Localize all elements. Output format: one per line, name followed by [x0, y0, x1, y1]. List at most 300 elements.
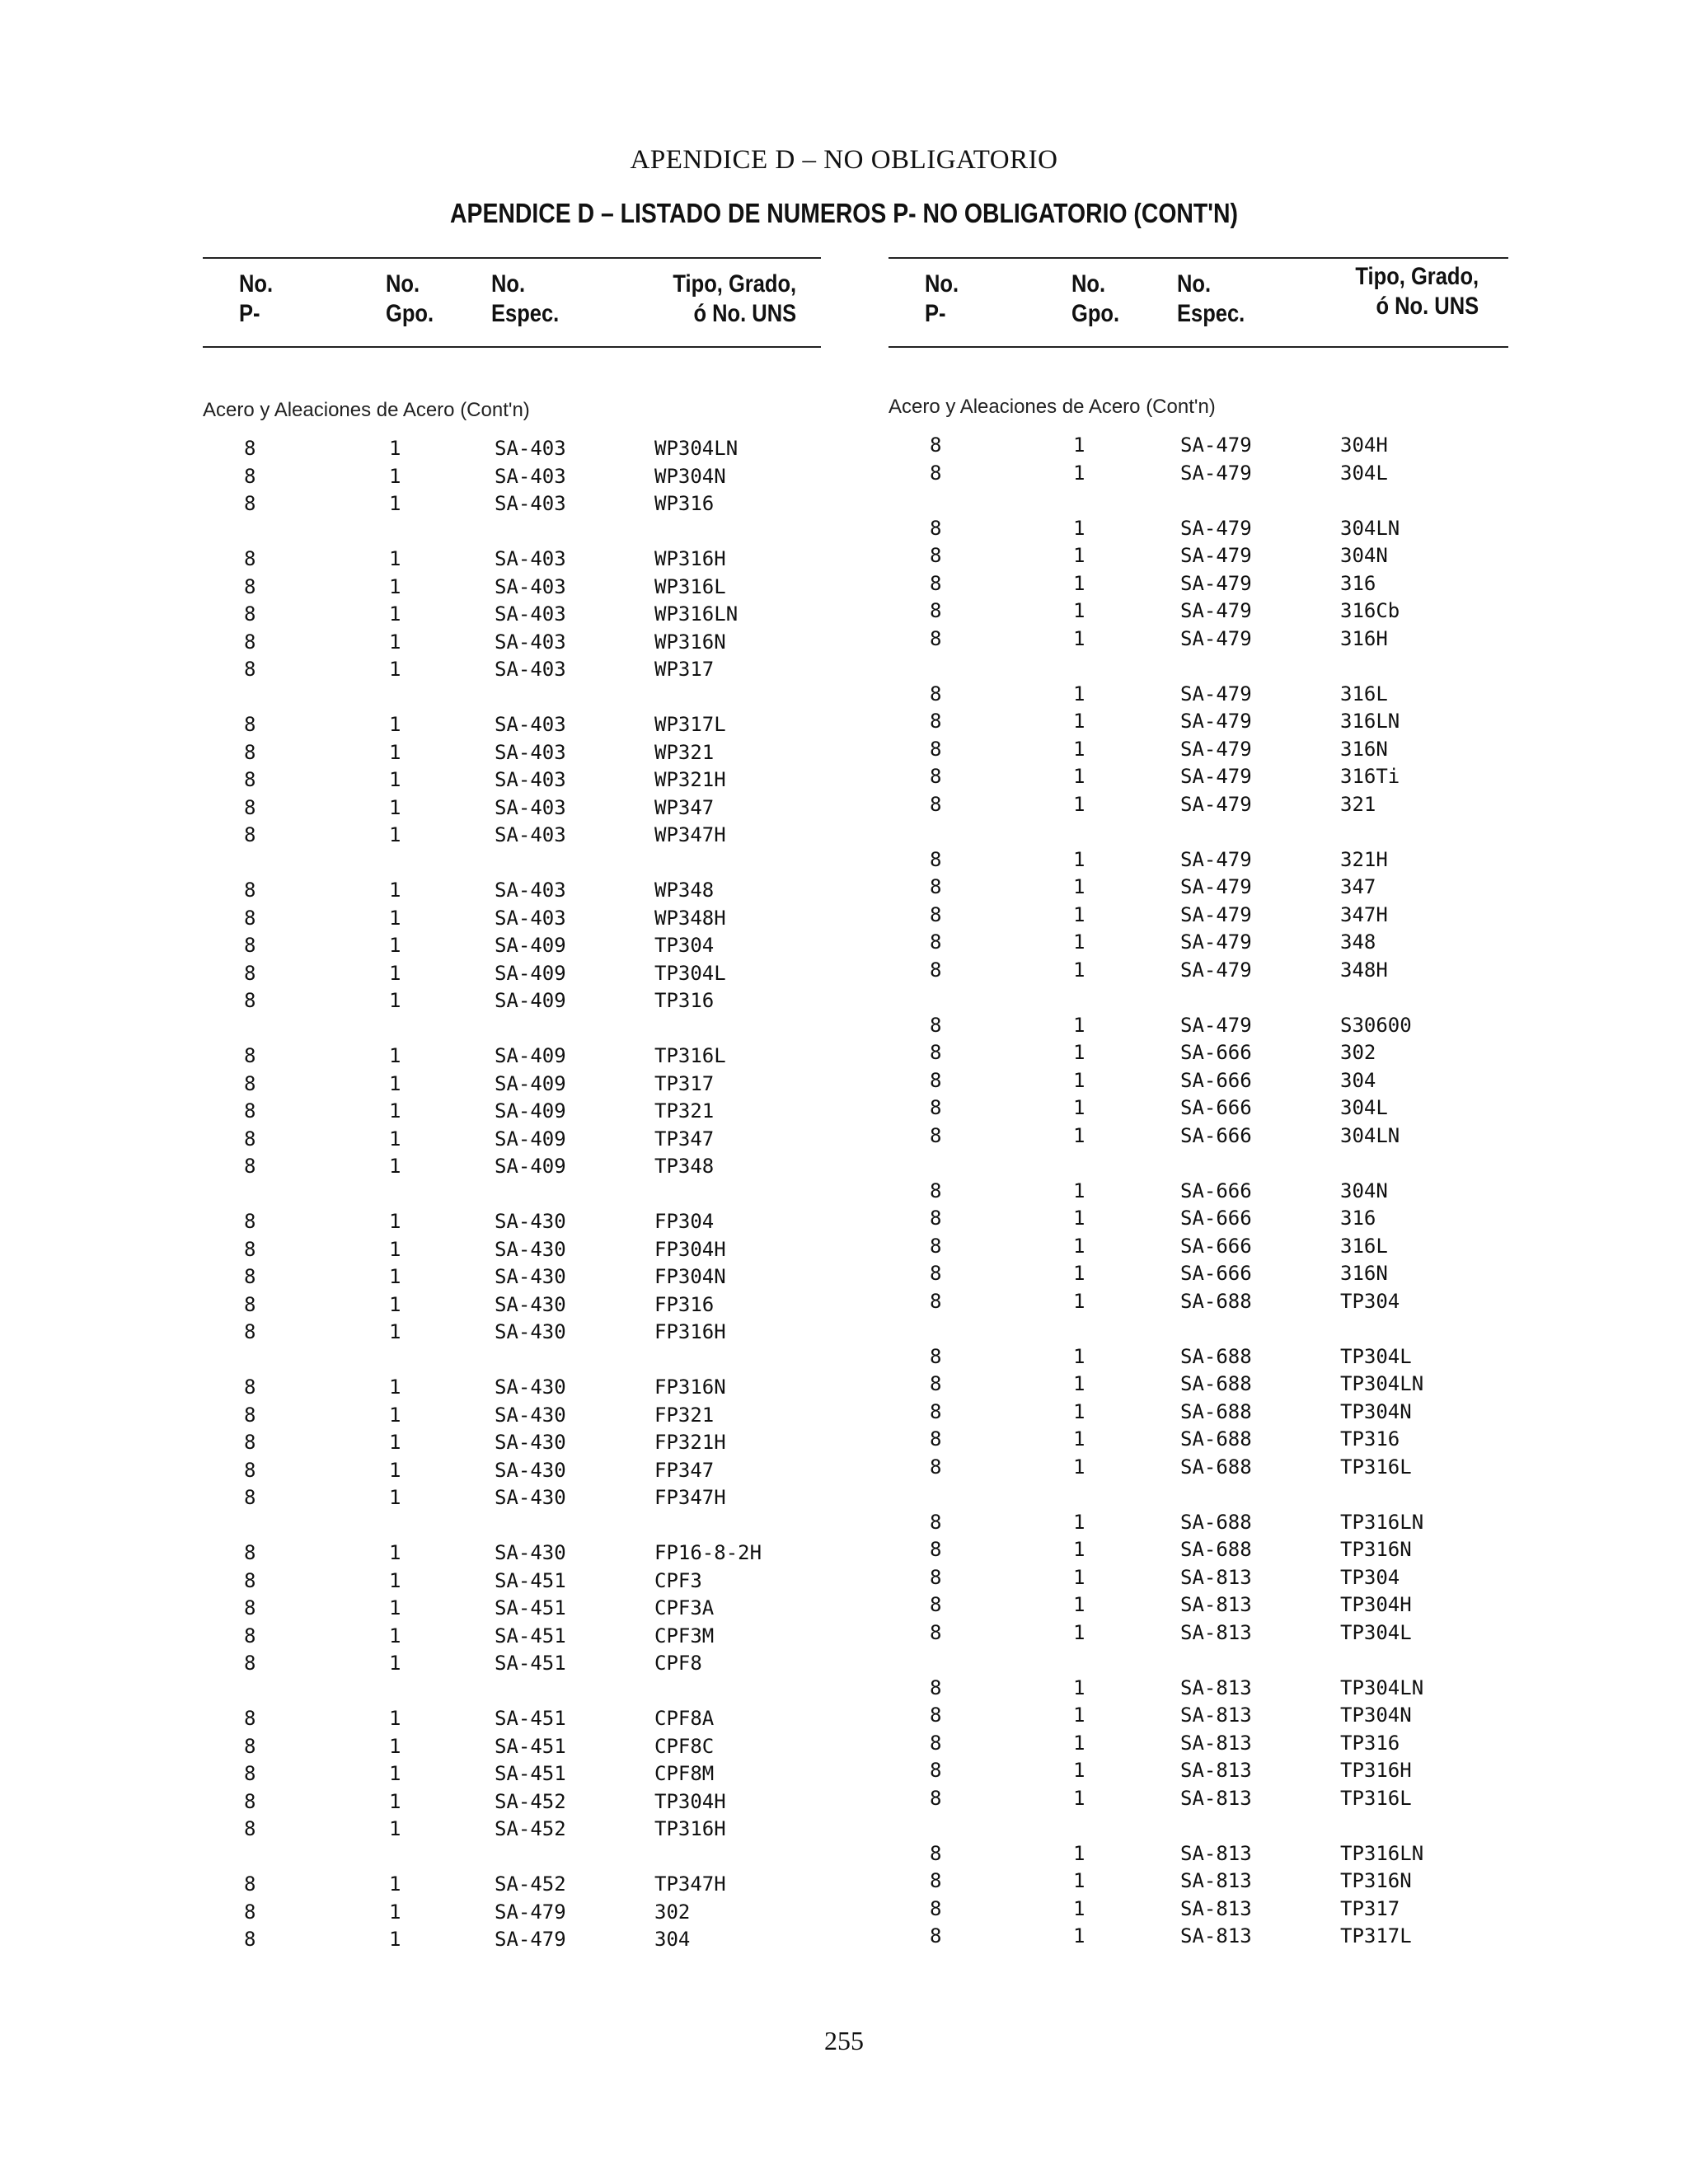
spec-number-cell: SA-430 — [495, 1458, 566, 1482]
group-number-cell: 1 — [389, 768, 401, 791]
group-number-cell: 1 — [389, 713, 401, 736]
table-row — [889, 1039, 1508, 1067]
spec-number-cell: SA-813 — [1180, 1786, 1252, 1810]
group-number-cell: 1 — [1073, 1399, 1085, 1423]
spec-number-cell: SA-409 — [495, 1099, 566, 1122]
page-header: APENDICE D – NO OBLIGATORIO — [630, 145, 1058, 175]
spec-number-cell: SA-403 — [495, 768, 566, 791]
group-number-cell: 1 — [1073, 682, 1085, 705]
spec-number-cell: SA-452 — [495, 1789, 566, 1813]
p-number-cell: 8 — [930, 1538, 942, 1561]
spec-number-cell: SA-666 — [1180, 1123, 1252, 1147]
group-number-cell: 1 — [389, 1458, 401, 1482]
table-header — [889, 257, 1508, 348]
table-row — [889, 1260, 1508, 1288]
p-number-cell: 8 — [244, 1292, 256, 1316]
table-row — [889, 929, 1508, 957]
p-number-cell: 8 — [930, 1704, 942, 1727]
p-number-cell: 8 — [930, 1344, 942, 1368]
spec-number-cell: SA-479 — [1180, 875, 1252, 898]
type-grade-cell: S30600 — [1340, 1013, 1412, 1037]
spec-number-cell: SA-403 — [495, 658, 566, 681]
group-number-cell: 1 — [1073, 1759, 1085, 1782]
table-row — [889, 791, 1508, 819]
group-number-cell: 1 — [1073, 1372, 1085, 1395]
type-grade-cell: FP347H — [654, 1486, 726, 1509]
p-number-cell: 8 — [930, 1510, 942, 1534]
spec-number-cell: SA-813 — [1180, 1869, 1252, 1892]
p-number-cell: 8 — [244, 989, 256, 1012]
p-number-cell: 8 — [244, 602, 256, 626]
p-number-cell: 8 — [930, 1427, 942, 1451]
table-row — [889, 1730, 1508, 1758]
group-number-cell: 1 — [389, 1789, 401, 1813]
group-number-cell: 1 — [389, 1900, 401, 1924]
table-row — [889, 432, 1508, 460]
spec-number-cell: SA-430 — [495, 1320, 566, 1343]
type-grade-cell: FP304 — [654, 1210, 715, 1233]
type-grade-cell: 321H — [1340, 847, 1388, 871]
type-grade-cell: TP316L — [654, 1044, 726, 1067]
p-number-cell: 8 — [930, 1013, 942, 1037]
table-row — [203, 1208, 821, 1236]
group-number-cell: 1 — [389, 1568, 401, 1592]
table-row — [203, 574, 821, 602]
p-number-cell: 8 — [244, 574, 256, 598]
p-number-cell: 8 — [930, 1399, 942, 1423]
spec-number-cell: SA-688 — [1180, 1289, 1252, 1313]
p-number-cell: 8 — [244, 547, 256, 570]
group-number-cell: 1 — [1073, 1869, 1085, 1892]
spec-number-cell: SA-430 — [495, 1292, 566, 1316]
table-row — [889, 1675, 1508, 1703]
p-number-cell: 8 — [930, 599, 942, 622]
type-grade-cell: 316N — [1340, 1262, 1388, 1285]
p-number-cell: 8 — [244, 1872, 256, 1896]
p-number-cell: 8 — [930, 682, 942, 705]
spec-number-cell: SA-452 — [495, 1872, 566, 1896]
type-grade-cell: TP304N — [1340, 1704, 1412, 1727]
table-row — [203, 1650, 821, 1678]
group-number-cell: 1 — [1073, 571, 1085, 595]
p-number-cell: 8 — [244, 1596, 256, 1619]
group-number-cell: 1 — [389, 1596, 401, 1619]
table-row — [203, 1788, 821, 1816]
p-number-cell: 8 — [930, 1123, 942, 1147]
p-number-cell: 8 — [244, 1320, 256, 1343]
group-number-cell: 1 — [389, 1044, 401, 1067]
p-number-cell: 8 — [930, 1041, 942, 1064]
table-body — [203, 435, 821, 1954]
type-grade-cell: TP316L — [1340, 1786, 1412, 1810]
p-number-cell: 8 — [244, 1431, 256, 1454]
group-number-cell: 1 — [389, 1403, 401, 1427]
p-number-cell: 8 — [930, 544, 942, 567]
p-number-cell: 8 — [244, 1237, 256, 1261]
p-number-cell: 8 — [930, 765, 942, 788]
spec-number-cell: SA-409 — [495, 1127, 566, 1151]
type-grade-cell: TP304H — [1340, 1593, 1412, 1616]
spec-number-cell: SA-813 — [1180, 1620, 1252, 1644]
p-number-cell: 8 — [930, 571, 942, 595]
table-row — [203, 601, 821, 629]
table-row — [889, 1122, 1508, 1151]
table-row — [889, 1067, 1508, 1095]
group-number-cell: 1 — [1073, 875, 1085, 898]
table-row — [203, 629, 821, 657]
type-grade-cell: FP347 — [654, 1458, 715, 1482]
type-grade-cell: 304LN — [1340, 516, 1400, 540]
type-grade-cell: 316L — [1340, 682, 1388, 705]
group-number-cell: 1 — [1073, 626, 1085, 650]
type-grade-cell: TP304H — [654, 1789, 726, 1813]
spec-number-cell: SA-409 — [495, 961, 566, 985]
table-row — [203, 1153, 821, 1181]
group-number-cell: 1 — [1073, 1344, 1085, 1368]
type-grade-cell: TP304 — [1340, 1289, 1400, 1313]
p-number-cell: 8 — [244, 1762, 256, 1785]
spec-number-cell: SA-409 — [495, 1044, 566, 1067]
group-number-cell: 1 — [389, 1652, 401, 1675]
table-row — [889, 1399, 1508, 1427]
page-title: APENDICE D – LISTADO DE NUMEROS P- NO OBLIGATORIO (CONT'N) — [450, 198, 1238, 228]
group-number-cell: 1 — [389, 547, 401, 570]
table-row — [889, 1840, 1508, 1868]
type-grade-cell: 304L — [1340, 1096, 1388, 1119]
type-grade-cell: CPF8 — [654, 1652, 702, 1675]
type-grade-cell: 321 — [1340, 792, 1376, 816]
p-number-cell: 8 — [930, 958, 942, 982]
table-row — [203, 1760, 821, 1788]
spec-number-cell: SA-430 — [495, 1541, 566, 1564]
spec-number-cell: SA-409 — [495, 934, 566, 957]
spec-number-cell: SA-813 — [1180, 1841, 1252, 1865]
spec-number-cell: SA-403 — [495, 630, 566, 654]
spec-number-cell: SA-479 — [1180, 682, 1252, 705]
type-grade-cell: WP347H — [654, 823, 726, 846]
type-grade-cell: 304 — [1340, 1068, 1376, 1092]
spec-number-cell: SA-430 — [495, 1431, 566, 1454]
table-row — [889, 1012, 1508, 1040]
p-number-cell: 8 — [244, 1403, 256, 1427]
right-table — [889, 257, 1508, 1951]
p-number-cell: 8 — [244, 795, 256, 819]
p-number-cell: 8 — [244, 1541, 256, 1564]
p-number-cell: 8 — [930, 1841, 942, 1865]
group-number-cell: 1 — [1073, 516, 1085, 540]
spec-number-cell: SA-813 — [1180, 1565, 1252, 1589]
spec-number-cell: SA-430 — [495, 1486, 566, 1509]
spec-number-cell: SA-430 — [495, 1403, 566, 1427]
spec-number-cell: SA-666 — [1180, 1262, 1252, 1285]
group-number-cell: 1 — [1073, 1207, 1085, 1230]
p-number-cell: 8 — [930, 1786, 942, 1810]
spec-number-cell: SA-666 — [1180, 1234, 1252, 1258]
spec-number-cell: SA-479 — [1180, 792, 1252, 816]
table-row — [889, 570, 1508, 598]
type-grade-cell: TP316 — [1340, 1731, 1400, 1755]
spec-number-cell: SA-479 — [1180, 544, 1252, 567]
group-number-cell: 1 — [1073, 737, 1085, 761]
table-row — [889, 1426, 1508, 1454]
p-number-cell: 8 — [930, 1207, 942, 1230]
spec-number-cell: SA-409 — [495, 989, 566, 1012]
spec-number-cell: SA-451 — [495, 1568, 566, 1592]
type-grade-cell: FP321H — [654, 1431, 726, 1454]
p-number-cell: 8 — [930, 1455, 942, 1479]
table-row — [203, 960, 821, 988]
spec-number-cell: SA-451 — [495, 1734, 566, 1758]
p-number-cell: 8 — [930, 1565, 942, 1589]
spec-number-cell: SA-813 — [1180, 1704, 1252, 1727]
p-number-cell: 8 — [244, 1127, 256, 1151]
group-number-cell: 1 — [389, 574, 401, 598]
spec-number-cell: SA-479 — [1180, 930, 1252, 954]
p-number-cell: 8 — [244, 1210, 256, 1233]
type-grade-cell: TP316LN — [1340, 1510, 1424, 1534]
spec-number-cell: SA-403 — [495, 823, 566, 846]
spec-number-cell: SA-451 — [495, 1707, 566, 1730]
table-row — [203, 1098, 821, 1126]
table-row — [889, 763, 1508, 791]
p-number-cell: 8 — [930, 1924, 942, 1947]
table-row — [203, 1319, 821, 1347]
col-header-spec-no: No. Espec. — [491, 270, 560, 327]
table-row — [889, 1923, 1508, 1951]
p-number-cell: 8 — [244, 1900, 256, 1924]
spec-number-cell: SA-403 — [495, 879, 566, 902]
left-table — [203, 257, 821, 1954]
col-header-spec-no: No. Espec. — [1177, 270, 1245, 327]
table-row — [203, 1374, 821, 1402]
group-number-cell: 1 — [389, 1265, 401, 1288]
spec-number-cell: SA-403 — [495, 464, 566, 488]
p-number-cell: 8 — [930, 1096, 942, 1119]
p-number-cell: 8 — [244, 740, 256, 764]
col-header-p-no: No. P- — [239, 270, 274, 327]
spec-number-cell: SA-430 — [495, 1237, 566, 1261]
spec-number-cell: SA-813 — [1180, 1896, 1252, 1920]
spec-number-cell: SA-688 — [1180, 1510, 1252, 1534]
type-grade-cell: CPF8M — [654, 1762, 715, 1785]
table-row — [203, 1429, 821, 1457]
type-grade-cell: WP321 — [654, 740, 715, 764]
table-row — [203, 822, 821, 850]
group-number-cell: 1 — [1073, 1593, 1085, 1616]
p-number-cell: 8 — [244, 630, 256, 654]
type-grade-cell: WP317L — [654, 713, 726, 736]
group-number-cell: 1 — [389, 879, 401, 902]
table-row — [889, 681, 1508, 709]
col-header-gpo-no: No. Gpo. — [386, 270, 434, 327]
table-row — [203, 1236, 821, 1264]
table-header — [203, 257, 821, 348]
group-number-cell: 1 — [1073, 1731, 1085, 1755]
group-number-cell: 1 — [389, 1707, 401, 1730]
p-number-cell: 8 — [244, 1652, 256, 1675]
spec-number-cell: SA-403 — [495, 492, 566, 515]
group-number-cell: 1 — [389, 1928, 401, 1951]
spec-number-cell: SA-403 — [495, 713, 566, 736]
table-row — [889, 902, 1508, 930]
type-grade-cell: CPF3 — [654, 1568, 702, 1592]
spec-number-cell: SA-479 — [1180, 516, 1252, 540]
p-number-cell: 8 — [244, 1734, 256, 1758]
type-grade-cell: WP316H — [654, 547, 726, 570]
type-grade-cell: TP316N — [1340, 1869, 1412, 1892]
group-number-cell: 1 — [1073, 902, 1085, 926]
group-number-cell: 1 — [389, 437, 401, 460]
group-number-cell: 1 — [1073, 1565, 1085, 1589]
spec-number-cell: SA-451 — [495, 1624, 566, 1647]
table-body — [889, 432, 1508, 1951]
group-number-cell: 1 — [389, 1486, 401, 1509]
spec-number-cell: SA-403 — [495, 602, 566, 626]
group-number-cell: 1 — [389, 906, 401, 930]
group-number-cell: 1 — [1073, 461, 1085, 485]
col-header-p-no: No. P- — [925, 270, 959, 327]
p-number-cell: 8 — [244, 1486, 256, 1509]
type-grade-cell: TP321 — [654, 1099, 715, 1122]
type-grade-cell: FP16-8-2H — [654, 1541, 762, 1564]
group-number-cell: 1 — [389, 658, 401, 681]
group-number-cell: 1 — [1073, 792, 1085, 816]
table-row — [889, 1785, 1508, 1813]
table-row — [203, 1263, 821, 1291]
group-number-cell: 1 — [389, 1762, 401, 1785]
group-number-cell: 1 — [1073, 765, 1085, 788]
type-grade-cell: 302 — [1340, 1041, 1376, 1064]
col-header-type: Tipo, Grado, ó No. UNS — [1355, 263, 1479, 320]
table-row — [889, 1868, 1508, 1896]
table-row — [203, 1484, 821, 1512]
p-number-cell: 8 — [930, 737, 942, 761]
type-grade-cell: TP304L — [1340, 1344, 1412, 1368]
group-number-cell: 1 — [1073, 1538, 1085, 1561]
table-row — [203, 1568, 821, 1596]
col-header-type: Tipo, Grado, ó No. UNS — [673, 270, 796, 327]
group-number-cell: 1 — [389, 1431, 401, 1454]
p-number-cell: 8 — [930, 1759, 942, 1782]
group-number-cell: 1 — [1073, 958, 1085, 982]
table-row — [889, 1205, 1508, 1233]
type-grade-cell: 304H — [1340, 434, 1388, 457]
table-row — [203, 877, 821, 905]
type-grade-cell: WP316 — [654, 492, 715, 515]
p-number-cell: 8 — [244, 713, 256, 736]
type-grade-cell: WP317 — [654, 658, 715, 681]
group-number-cell: 1 — [1073, 1704, 1085, 1727]
group-number-cell: 1 — [389, 934, 401, 957]
spec-number-cell: SA-430 — [495, 1265, 566, 1288]
spec-number-cell: SA-666 — [1180, 1041, 1252, 1064]
table-row — [889, 1454, 1508, 1482]
section-label: Acero y Aleaciones de Acero (Cont'n) — [889, 396, 1216, 418]
table-row — [889, 1178, 1508, 1206]
group-number-cell: 1 — [1073, 599, 1085, 622]
group-number-cell: 1 — [389, 989, 401, 1012]
group-number-cell: 1 — [1073, 1123, 1085, 1147]
group-number-cell: 1 — [389, 1099, 401, 1122]
table-row — [203, 1816, 821, 1844]
table-row — [203, 1457, 821, 1485]
table-row — [203, 1871, 821, 1899]
table-row — [203, 490, 821, 518]
type-grade-cell: FP316N — [654, 1376, 726, 1399]
p-number-cell: 8 — [244, 906, 256, 930]
group-number-cell: 1 — [1073, 1620, 1085, 1644]
type-grade-cell: FP304N — [654, 1265, 726, 1288]
type-grade-cell: TP304LN — [1340, 1675, 1424, 1699]
type-grade-cell: TP304N — [1340, 1399, 1412, 1423]
table-row — [889, 874, 1508, 902]
spec-number-cell: SA-403 — [495, 547, 566, 570]
spec-number-cell: SA-813 — [1180, 1759, 1252, 1782]
spec-number-cell: SA-479 — [1180, 710, 1252, 733]
spec-number-cell: SA-688 — [1180, 1427, 1252, 1451]
group-number-cell: 1 — [389, 602, 401, 626]
table-row — [889, 1757, 1508, 1785]
group-number-cell: 1 — [389, 740, 401, 764]
p-number-cell: 8 — [244, 1265, 256, 1288]
table-row — [203, 656, 821, 684]
group-number-cell: 1 — [1073, 1068, 1085, 1092]
p-number-cell: 8 — [930, 1869, 942, 1892]
type-grade-cell: WP347 — [654, 795, 715, 819]
group-number-cell: 1 — [389, 1210, 401, 1233]
group-number-cell: 1 — [389, 823, 401, 846]
group-number-cell: 1 — [389, 1237, 401, 1261]
type-grade-cell: FP304H — [654, 1237, 726, 1261]
group-number-cell: 1 — [389, 492, 401, 515]
table-row — [203, 463, 821, 491]
p-number-cell: 8 — [244, 1707, 256, 1730]
type-grade-cell: TP317 — [1340, 1896, 1400, 1920]
table-row — [203, 1126, 821, 1154]
group-number-cell: 1 — [389, 1734, 401, 1758]
spec-number-cell: SA-451 — [495, 1762, 566, 1785]
p-number-cell: 8 — [930, 847, 942, 871]
group-number-cell: 1 — [389, 1292, 401, 1316]
group-number-cell: 1 — [1073, 1896, 1085, 1920]
spec-number-cell: SA-479 — [1180, 434, 1252, 457]
p-number-cell: 8 — [244, 1568, 256, 1592]
type-grade-cell: 347 — [1340, 875, 1376, 898]
type-grade-cell: WP316L — [654, 574, 726, 598]
p-number-cell: 8 — [930, 875, 942, 898]
spec-number-cell: SA-479 — [1180, 461, 1252, 485]
type-grade-cell: 348 — [1340, 930, 1376, 954]
type-grade-cell: 316L — [1340, 1234, 1388, 1258]
spec-number-cell: SA-688 — [1180, 1455, 1252, 1479]
group-number-cell: 1 — [389, 1624, 401, 1647]
type-grade-cell: 316N — [1340, 737, 1388, 761]
type-grade-cell: FP316H — [654, 1320, 726, 1343]
p-number-cell: 8 — [930, 516, 942, 540]
p-number-cell: 8 — [930, 1896, 942, 1920]
table-row — [889, 542, 1508, 570]
p-number-cell: 8 — [930, 1234, 942, 1258]
spec-number-cell: SA-813 — [1180, 1675, 1252, 1699]
p-number-cell: 8 — [244, 464, 256, 488]
group-number-cell: 1 — [1073, 544, 1085, 567]
group-number-cell: 1 — [1073, 1013, 1085, 1037]
type-grade-cell: TP316H — [1340, 1759, 1412, 1782]
type-grade-cell: TP316N — [1340, 1538, 1412, 1561]
type-grade-cell: 348H — [1340, 958, 1388, 982]
spec-number-cell: SA-479 — [1180, 626, 1252, 650]
p-number-cell: 8 — [244, 961, 256, 985]
